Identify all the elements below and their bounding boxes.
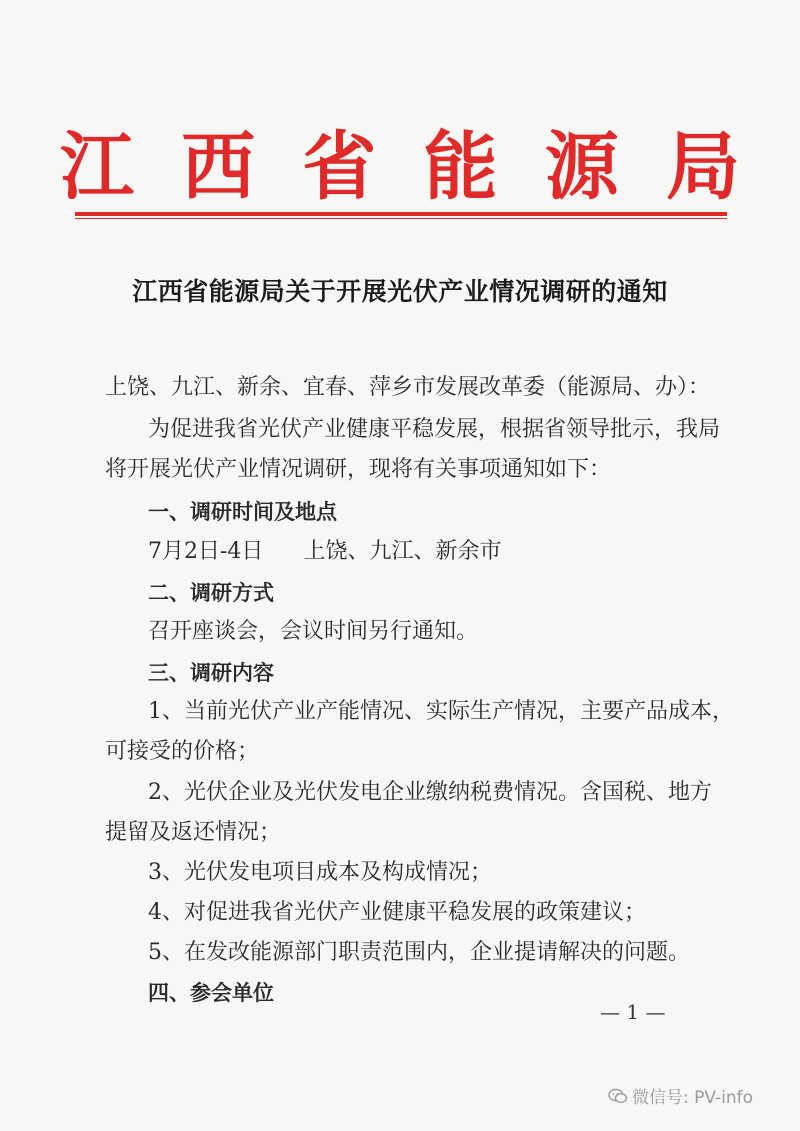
list-item-continued: 可接受的价格； [105, 739, 260, 764]
watermark [608, 1083, 753, 1108]
masthead-char: 局 [665, 124, 740, 210]
masthead-char: 源 [544, 124, 619, 210]
section-body [148, 537, 715, 567]
list-item-continued: 提留及返还情况； [105, 820, 282, 845]
masthead [60, 122, 740, 212]
masthead-char: 西 [181, 124, 256, 210]
masthead-char: 省 [302, 124, 377, 210]
section-body: 召开座谈会，会议时间另行通知。 [148, 619, 479, 644]
list-item: 3、光伏发电项目成本及构成情况； [148, 860, 492, 885]
list-item: 5、在发改能源部门职责范围内，企业提请解决的问题。 [148, 940, 690, 965]
intro-line: 将开展光伏产业情况调研，现将有关事项通知如下： [105, 457, 612, 482]
survey-date: 7月2日-4日 [148, 539, 264, 564]
masthead-char: 江 [60, 124, 134, 210]
section-heading: 一、调研时间及地点 [148, 500, 337, 524]
intro-line: 为促进我省光伏产业健康平稳发展，根据省领导批示，我局 [148, 417, 721, 442]
masthead-rule-thick [75, 212, 727, 216]
list-item: 2、光伏企业及光伏发电企业缴纳税费情况。含国税、地方 [148, 780, 712, 805]
survey-place: 上饶、九江、新余市 [303, 539, 502, 564]
watermark-text: 微信号: PV-info [632, 1088, 754, 1108]
list-item: 1、当前光伏产业产能情况、实际生产情况，主要产品成本， [148, 699, 734, 724]
section-heading: 四、参会单位 [148, 981, 274, 1005]
document-title: 江西省能源局关于开展光伏产业情况调研的通知 [132, 277, 668, 306]
masthead-rule-thin [75, 218, 727, 219]
masthead-char: 能 [423, 124, 498, 210]
section-heading: 三、调研内容 [148, 661, 274, 685]
list-item: 4、对促进我省光伏产业健康平稳发展的政策建议； [148, 900, 646, 925]
wechat-icon [608, 1088, 628, 1104]
section-heading: 二、调研方式 [148, 581, 274, 605]
salutation: 上饶、九江、新余、宜春、萍乡市发展改革委（能源局、办）： [105, 375, 711, 400]
page-number: — 1 — [600, 1000, 666, 1024]
